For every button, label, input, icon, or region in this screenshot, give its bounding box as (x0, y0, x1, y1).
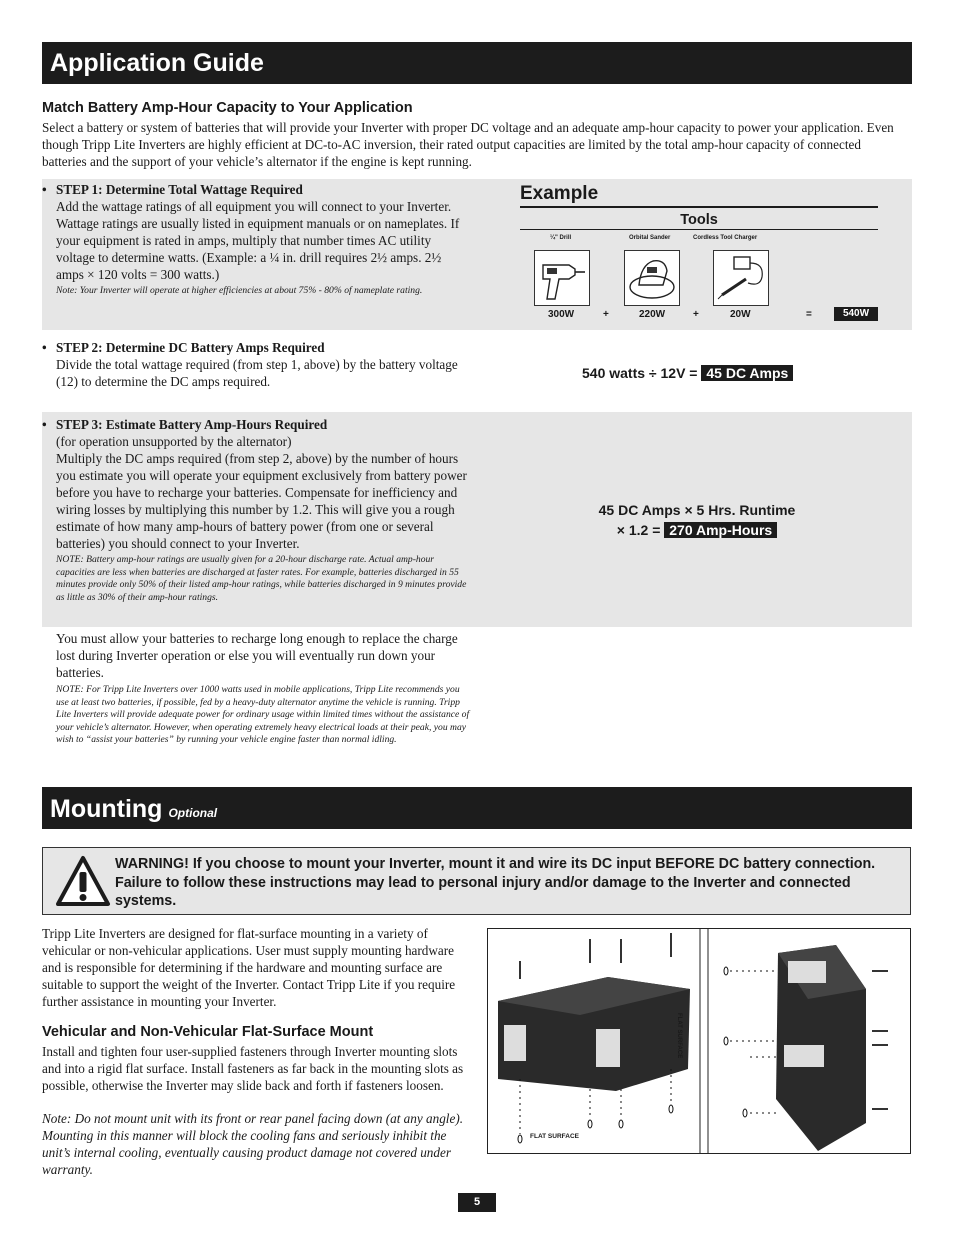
step2-result: 45 DC Amps (701, 365, 793, 381)
warning-text: WARNING! If you choose to mount your Inverter, mount it and wire its DC input BEFORE DC battery connection. Failure to follow these instructions may lead to personal injury and/or damage to the Inverter and connected systems. (115, 856, 876, 909)
section-title-mounting (42, 787, 912, 829)
step1-title: STEP 1: Determine Total Wattage Required (56, 182, 303, 197)
step2-formula-text: 540 watts ÷ 12V = (582, 365, 698, 381)
section-title-application-guide: Application Guide (42, 42, 912, 84)
step2-formula (582, 364, 793, 382)
step3-formula-line2: × 1.2 = (616, 522, 661, 538)
mounting-note: Note: Do not mount unit with its front or rear panel facing down (at any angle). Mounting in this manner will block the cooling fans and seriously inhibit the unit’s internal cooling, eventually causing product damage not covered under warranty. (42, 1111, 464, 1177)
total-watts: 540W (834, 307, 878, 321)
step2: • STEP 2: Determine DC Battery Amps Required Divide the total wattage required (from step 1, above) by the battery voltage (12) to determine the DC amps required. (42, 339, 472, 390)
mounting-figure (487, 928, 911, 1154)
flat-surface-label-vertical: FLAT SURFACE (676, 1013, 682, 1059)
step3-formula-line1: 45 DC Amps × 5 Hrs. Runtime (598, 502, 796, 518)
mounting-heading: Vehicular and Non-Vehicular Flat-Surface Mount (42, 1024, 374, 1040)
step3-result: 270 Amp-Hours (664, 522, 777, 538)
step3-subtitle: (for operation unsupported by the alternator) (56, 434, 292, 449)
recharge-block (56, 630, 472, 747)
step1-note: Note: Your Inverter will operate at higher efficiencies at about 75% - 80% of nameplate rating. (56, 285, 423, 296)
example-title: Example (520, 183, 878, 208)
mounting-intro: Tripp Lite Inverters are designed for flat-surface mounting in a variety of vehicular or non-vehicular applications. User must supply mounting hardware and is responsible for determining if the hardware and mounting surface are suitable to support the weight of the Inverter. Contact Tripp Lite if you require further assistance in mounting your Inverter. (42, 926, 456, 1009)
step1-text: Add the wattage ratings of all equipment you will connect to your Inverter. Wattage ratings are usually listed in equipment manuals or on nameplates. If your equipment is rated in amps, multiply that number times AC utility voltage to determine watts. (Example: a ¼ in. drill requires 2½ amps. 2½ amps × 120 volts = 300 watts.) (56, 199, 460, 282)
plus-sign-1: + (603, 309, 609, 320)
mounting-text: Install and tighten four user-supplied fasteners through Inverter mounting slots and into a rigid flat surface. Install fasteners as far back in the mounting slots as possible, otherwise the Inverter may slide back and forth if fasteners loosen. (42, 1044, 464, 1093)
mounting-title: Mounting (50, 795, 163, 823)
charger-icon (713, 250, 769, 306)
recharge-text: You must allow your batteries to recharge long enough to replace the charge lost during Inverter operation or else you will eventually run down your batteries. (56, 631, 458, 680)
step3-title: STEP 3: Estimate Battery Amp-Hours Required (56, 417, 328, 432)
warning-icon (55, 855, 111, 907)
step3-formula (560, 500, 834, 540)
plus-sign-2: + (693, 309, 699, 320)
page-number: 5 (458, 1193, 496, 1212)
equals-sign: = (806, 309, 812, 320)
example-subtitle: Tools (520, 212, 878, 230)
tool-watts-charger: 20W (730, 309, 751, 320)
sander-icon (624, 250, 680, 306)
drill-icon (534, 250, 590, 306)
flat-surface-label-horizontal: FLAT SURFACE (530, 1133, 579, 1140)
tool-label-sander: Orbital Sander (629, 235, 671, 241)
step3-text: Multiply the DC amps required (from step 2, above) by the number of hours you estimate you will operate your equipment exclusively from battery power before you have to recharge your batteries. Compensate for inefficiency and wiring losses by multiplying this number by 1.2. This will give you a rough estimate of how many amp-hours of battery power (from one or several batteries) you should connect to your Inverter. (56, 451, 467, 551)
intro-text: Select a battery or system of batteries that will provide your Inverter with proper DC voltage and an adequate amp-hour capacity to power your application. Even though Tripp Lite Inverters are highly efficient at DC-to-AC inversion, their rated output capacities are limited by the total amp-hour capacity of connected batteries and the support of your vehicle’s alternator if the engine is kept running. (42, 120, 894, 169)
step2-text: Divide the total wattage required (from step 1, above) by the battery voltage (12) to determine the DC amps required. (56, 357, 458, 389)
intro-heading: Match Battery Amp-Hour Capacity to Your Application (42, 100, 413, 116)
tool-label-charger: Cordless Tool Charger (693, 235, 758, 241)
tool-watts-sander: 220W (639, 309, 666, 320)
optional-tag: Optional (168, 806, 218, 820)
inverter-mounting-illustration (488, 929, 910, 1153)
recharge-note: NOTE: For Tripp Lite Inverters over 1000 watts used in mobile applications, Tripp Lite recommends you use at least two batteries, if possible, fed by a heavy-duty alternator anytime the vehicle is running. Tripp Lite Inverters will provide adequate power for ordinary usage within limited times without the assistance of your vehicle’s alternator. However, when operating extremely heavy electrical loads at their peak, you may wish to “assist your batteries” by running your vehicle engine faster than normal idling. (56, 684, 470, 745)
warning-box (42, 847, 911, 915)
step1: • STEP 1: Determine Total Wattage Required Add the wattage ratings of all equipment you will connect to your Inverter. Wattage ratings are usually listed in equipment manuals or on nameplates. If your equipment is rated in amps, multiply that number times AC utility voltage to determine watts. (Example: a ¼ in. drill requires 2½ amps. 2½ amps × 120 volts = 300 watts.) Note: Your Inverter will operate at higher efficiencies at about 75% - 80% of nameplate rating. (42, 181, 472, 298)
tool-watts-drill: 300W (548, 309, 575, 320)
step3: • STEP 3: Estimate Battery Amp-Hours Required (for operation unsupported by the alternator) Multiply the DC amps required (from step 2, above) by the number of hours you estimate you will operate your equipment exclusively from battery power before you have to recharge your batteries. Compensate for inefficiency and wiring losses by multiplying this number by 1.2. This will give you a rough estimate of how many amp-hours of battery power (from one or several batteries) you should connect to your Inverter. NOTE: Battery amp-hour ratings are usually given for a 20-hour discharge rate. Actual amp-hour capacities are less when batteries are discharged at faster rates. For example, batteries discharged in 55 minutes provide only 50% of their listed amp-hour ratings, while batteries discharged in 9 minutes provide as little as 30% of their amp-hour ratings. (42, 416, 472, 604)
tool-label-drill: ¼" Drill (550, 235, 572, 241)
step2-title: STEP 2: Determine DC Battery Amps Required (56, 340, 325, 355)
step3-note: NOTE: Battery amp-hour ratings are usually given for a 20-hour discharge rate. Actual amp-hour capacities are less when batteries are discharged at faster rates. For example, batteries discharged in 55 minutes provide only 50% of their listed amp-hour ratings, while batteries discharged in 9 minutes provide as little as 30% of their amp-hour ratings. (56, 554, 467, 603)
